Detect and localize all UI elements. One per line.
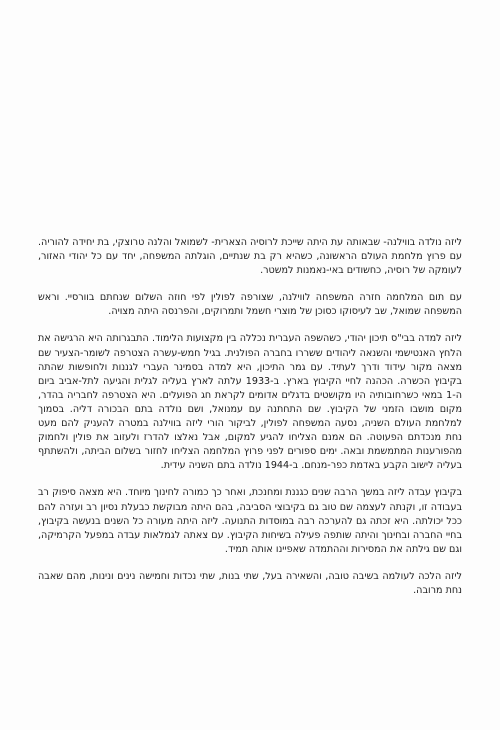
- paragraph-birth: ליזה נולדה בווילנה- שבאותה עת היתה שייכת לרוסיה הצארית- לשמואל והלנה טרוצקי, בת יחידה להוריה. עם פרוץ מלחמת העולם הראשונה, כשהיא רק בת שנתיים, הוגלתה המשפחה, יחד עם כל יהודי האזור, לעומקה של רוסיה, כחשודים באי-נאמנות למשטר.: [38, 237, 462, 277]
- paragraph-passing: ליזה הלכה לעולמה בשיבה טובה, והשאירה בעל, שתי בנות, שתי נכדות וחמישה נינים ונינות, מהם שאבה נחת מרובה.: [38, 570, 462, 596]
- paragraph-kibbutz-work: בקיבוץ עבדה ליזה במשך הרבה שנים כגננת ומחנכת, ואחר כך כמורה לחינוך מיוחד. היא מצאה סיפוק רב בעבודה זו, וקנתה לעצמה שם טוב גם בקיבוצי הסביבה, בהם היתה מבוקשת כבעלת נסיון רב ועזרה להם ככל יכולתה. היא זכתה גם להערכה רבה במוסדות התנועה. ליזה היתה מעורה כל השנים בנעשה בקיבוץ, בחיי החברה ובחינוך והיתה שותפה פעילה בשיחות הקיבוץ. עם צאתה לגמלאות עבדה במפעל הקרמיקה, וגם שם גילתה את המסירות וההתמדה שאפיינו אותה תמיד.: [38, 487, 462, 555]
- biography-text: [38, 236, 462, 598]
- paragraph-return-vilna: עם תום המלחמה חזרה המשפחה לווילנה, שצורפה לפולין לפי חוזה השלום שנחתם בוורסיי. וראש המשפחה שמואל, שב לעיסוקו כסוכן של מוצרי חשמל ותמרוקים, והפרנסה היתה מצויה.: [38, 292, 462, 318]
- paragraph-youth-aliyah: ליזה למדה בבי"ס תיכון יהודי, כשהשפה העברית נכללה בין מקצועות הלימוד. התבגרותה היא הרגישה את הלחץ האנטישמי והשנאה ליהודים ששררו בחברה הפולנית. בגיל חמש-עשרה הצטרפה לשומר-הצעיר שם מצאה מקור עידוד ודרך לעתיד. עם גמר התיכון, היא למדה בסמינר העברי לגננות ולחופשות שהתה בקיבוץ הכשרה. הכהנה לחיי הקיבוץ בארץ. ב-1933 עלתה לארץ בעליה לגלית והגיעה לתל-אביב ביום ה-1 במאי כשרחובותיה היו מקושטים בדגלים אדומים לקראת חג הפועלים. היא הצטרפה לחבריה בהדר, מקום מושבו הזמני של הקיבוץ. שם התחתנה עם עמנואל, ושם נולדה בתם הבכורה דליה. בסמוך למלחמת העולם השניה, נסעה המשפחה לפולין, לביקור הורי ליזה בווילנה במטרה להעניק להם מעט נחת מנכדתם הפעוטה. הם אמנם הצליחו להגיע למקום, אבל נאלצו להדרז ולעזוב את פולין ולחמוק מהפורענות המתמשמת ובאה. ימים ספורים לפני פרוץ המלחמה הצליחו לחזור בשלום הביתה, ולהשתתף בעליה לישוב הקבע באדמת כפר-מנחם. ב-1944 נולדה בתם השניה עידית.: [38, 333, 462, 472]
